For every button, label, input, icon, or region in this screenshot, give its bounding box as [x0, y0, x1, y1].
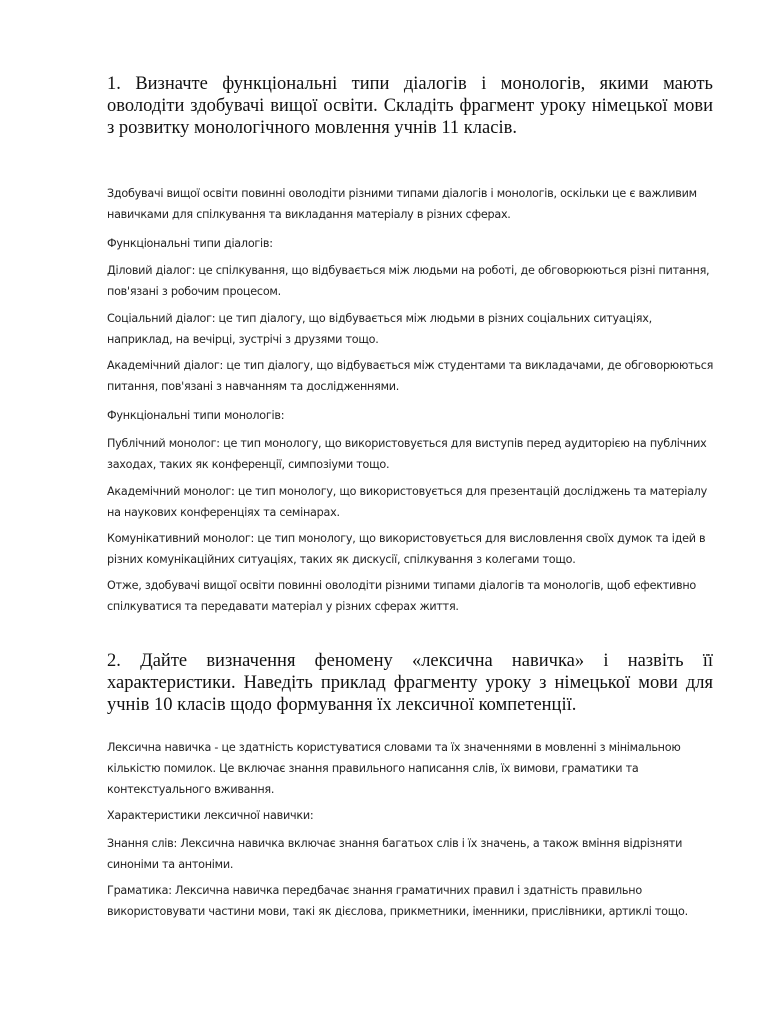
- monolog-types-heading: Функціональні типи монологів:: [107, 409, 285, 422]
- academic-dialog-paragraph: Академічний діалог: це тип діалогу, що відбувається між студентами та викладачами, де обговорюються питання, пов'язані з навчанням та дослідженнями.: [107, 359, 714, 393]
- section-2-heading: 2. Дайте визначення феномену «лексична навичка» і назвіть її характеристики. Наведіть приклад фрагменту уроку з німецької мови для учнів 10 класів щодо формування їх лексичної компетенції.: [107, 651, 713, 715]
- lexical-skill-characteristics-heading: Характеристики лексичної навички:: [107, 809, 314, 822]
- grammar-paragraph: Граматика: Лексична навичка передбачає знання граматичних правил і здатність правильно використовувати частини мови, такі як дієслова, прикметники, іменники, прислівники, артиклі тощо.: [107, 884, 688, 918]
- lexical-skill-definition-paragraph: Лексична навичка - це здатність користуватися словами та їх значеннями в мовленні з мінімальною кількістю помилок. Це включає знання правильного написання слів, їх вимови, граматики та контекстуального вживання.: [107, 741, 681, 796]
- social-dialog-paragraph: Соціальний діалог: це тип діалогу, що відбувається між людьми в різних соціальних ситуаціях, наприклад, на вечірці, зустрічі з друзями тощо.: [107, 312, 652, 346]
- communicative-monolog-paragraph: Комунікативний монолог: це тип монологу, що використовується для висловлення своїх думок та ідей в різних комунікаційних ситуаціях, таких як дискусії, спілкування з колегами тощо.: [107, 532, 706, 566]
- section-1-heading: 1. Визначте функціональні типи діалогів і монологів, якими мають оволодіти здобувачі вищої освіти. Складіть фрагмент уроку німецької мови з розвитку монологічного мовлення учнів 11 класів.: [107, 74, 713, 138]
- dialog-types-heading: Функціональні типи діалогів:: [107, 237, 273, 250]
- word-knowledge-paragraph: Знання слів: Лексична навичка включає знання багатьох слів і їх значень, а також вміння відрізняти синоніми та антоніми.: [107, 837, 683, 871]
- public-monolog-paragraph: Публічний монолог: це тип монологу, що використовується для виступів перед аудиторією на публічних заходах, таких як конференції, симпозіуми тощо.: [107, 437, 707, 471]
- section-1-intro-paragraph: Здобувачі вищої освіти повинні оволодіти різними типами діалогів і монологів, оскільки це є важливим навичками для спілкування та викладання матеріалу в різних сферах.: [107, 187, 697, 221]
- section-1-conclusion-paragraph: Отже, здобувачі вищої освіти повинні оволодіти різними типами діалогів та монологів, щоб ефективно спілкуватися та передавати матеріал у різних сферах життя.: [107, 579, 696, 613]
- business-dialog-paragraph: Діловий діалог: це спілкування, що відбувається між людьми на роботі, де обговорюються різні питання, пов'язані з робочим процесом.: [107, 264, 710, 298]
- academic-monolog-paragraph: Академічний монолог: це тип монологу, що використовується для презентацій досліджень та матеріалу на наукових конференціях та семінарах.: [107, 485, 707, 519]
